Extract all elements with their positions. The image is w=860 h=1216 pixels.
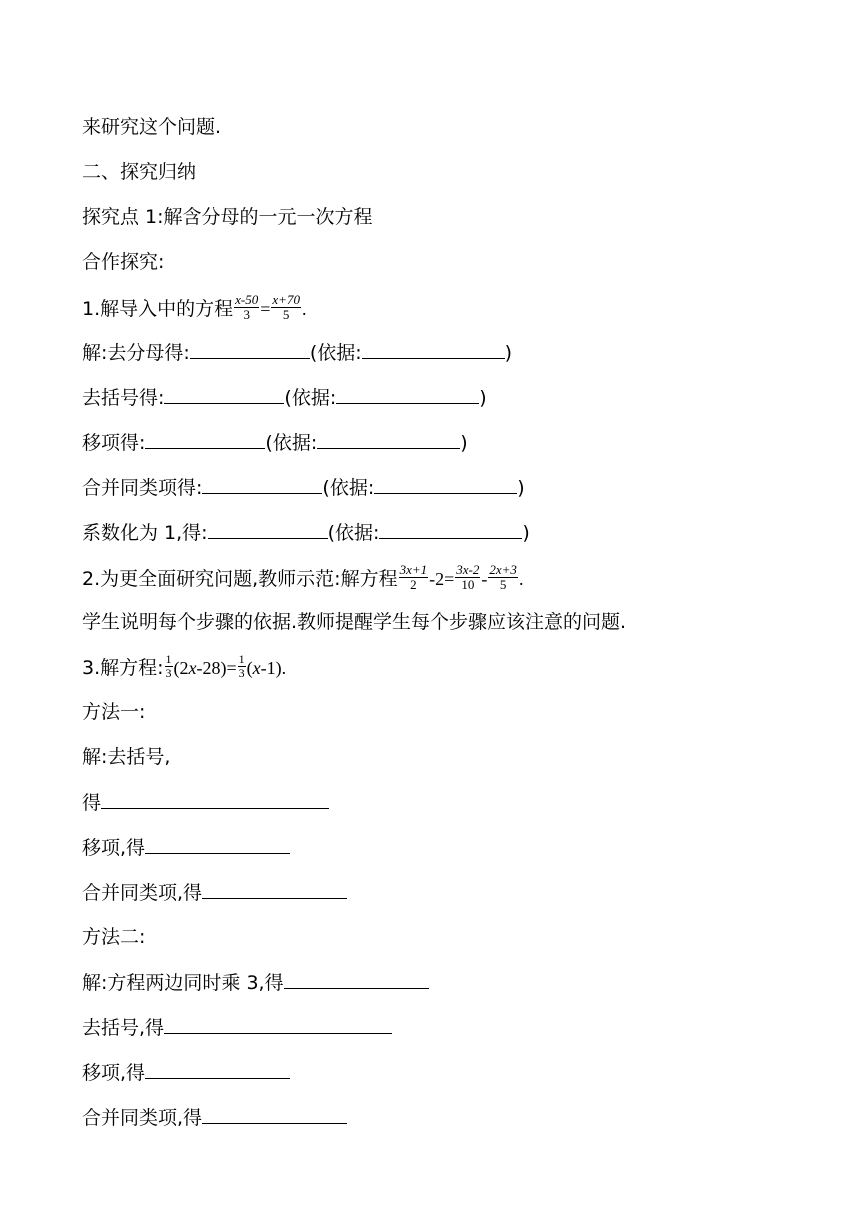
basis-close: ) <box>517 477 525 499</box>
step-label: 去括号,得 <box>82 1017 165 1039</box>
basis-open: (依据: <box>265 432 318 454</box>
answer-blank[interactable] <box>208 520 328 539</box>
step-line <box>82 880 347 905</box>
math-variable: x <box>252 658 261 678</box>
period: . <box>518 569 524 589</box>
fraction-denominator: 10 <box>461 577 475 592</box>
fraction-numerator: 3x-2 <box>456 562 480 577</box>
fraction <box>165 653 173 680</box>
step-label: 合并同类项得: <box>82 477 203 499</box>
answer-blank[interactable] <box>202 475 322 494</box>
step-label: 移项,得 <box>82 1062 146 1084</box>
text-line: 学生说明每个步骤的依据.教师提醒学生每个步骤应该注意的问题. <box>82 611 627 633</box>
answer-blank[interactable] <box>164 1015 392 1034</box>
period: . <box>301 299 307 319</box>
step-line <box>82 475 525 500</box>
fraction-denominator: 5 <box>499 577 507 592</box>
minus-sign: - <box>481 569 488 589</box>
basis-close: ) <box>479 387 487 409</box>
question-1 <box>82 292 307 324</box>
question-3-prefix: 3.解方程: <box>82 657 164 679</box>
answer-blank[interactable] <box>145 835 290 854</box>
step-line <box>82 835 290 860</box>
fraction-numerator: 1 <box>165 652 172 666</box>
answer-blank[interactable] <box>101 790 329 809</box>
step-line <box>82 520 530 545</box>
basis-blank[interactable] <box>336 385 479 404</box>
fraction-denominator: 3 <box>165 666 172 680</box>
topic-heading: 探究点 1:解含分母的一元一次方程 <box>82 206 373 228</box>
step-label: 系数化为 1,得: <box>82 522 208 544</box>
fraction-denominator: 3 <box>238 666 245 680</box>
fraction-denominator: 2 <box>410 577 417 592</box>
fraction <box>234 293 259 322</box>
basis-blank[interactable] <box>317 430 460 449</box>
basis-open: (依据: <box>327 522 380 544</box>
fraction-numerator: x-50 <box>235 292 259 307</box>
fraction <box>399 563 429 592</box>
math-variable: x <box>188 658 197 678</box>
method-1-title: 方法一: <box>82 701 146 723</box>
question-2-prefix: 2.为更全面研究问题,教师示范:解方程 <box>82 568 398 590</box>
fraction-numerator: 2x+3 <box>489 562 517 577</box>
fraction-denominator: 5 <box>282 307 290 322</box>
fraction-numerator: 3x+1 <box>399 562 428 577</box>
math-text: ( <box>246 658 253 678</box>
step-line <box>82 970 429 995</box>
answer-blank[interactable] <box>202 880 347 899</box>
question-2 <box>82 562 524 594</box>
text-line: 来研究这个问题. <box>82 116 222 138</box>
text-line: 解:去括号, <box>82 746 171 768</box>
answer-blank[interactable] <box>145 1060 290 1079</box>
method-2-title: 方法二: <box>82 926 146 948</box>
step-label: 合并同类项,得 <box>82 1107 203 1129</box>
step-label: 解:去分母得: <box>82 342 190 364</box>
step-line <box>82 385 487 410</box>
step-line <box>82 430 468 455</box>
step-line <box>82 1015 392 1040</box>
fraction-denominator: 3 <box>243 307 250 322</box>
question-1-prefix: 1.解导入中的方程 <box>82 298 234 320</box>
step-label: 移项,得 <box>82 837 146 859</box>
answer-blank[interactable] <box>164 385 284 404</box>
basis-open: (依据: <box>322 477 375 499</box>
basis-close: ) <box>504 342 513 364</box>
basis-close: ) <box>460 432 468 454</box>
fraction-numerator: x+70 <box>272 292 300 307</box>
equals-sign: = <box>260 299 271 319</box>
answer-blank[interactable] <box>145 430 265 449</box>
basis-blank[interactable] <box>374 475 517 494</box>
basis-close: ) <box>522 522 530 544</box>
math-text: -1). <box>260 658 287 678</box>
basis-blank[interactable] <box>362 340 505 359</box>
basis-open: (依据: <box>309 342 362 364</box>
answer-blank[interactable] <box>202 1105 347 1124</box>
answer-blank[interactable] <box>284 970 429 989</box>
step-label: 合并同类项,得 <box>82 882 203 904</box>
math-text: (2 <box>173 658 189 678</box>
step-label: 得 <box>82 792 102 814</box>
step-line <box>82 340 512 365</box>
math-text: -28)= <box>196 658 237 678</box>
fraction-numerator: 1 <box>238 652 245 666</box>
fraction <box>488 563 518 592</box>
fraction <box>455 563 480 592</box>
step-line <box>82 790 329 815</box>
basis-blank[interactable] <box>379 520 522 539</box>
step-label: 移项得: <box>82 432 146 454</box>
math-text: -2= <box>429 569 455 589</box>
text-line: 合作探究: <box>82 251 165 273</box>
step-line <box>82 1060 290 1085</box>
fraction <box>271 293 301 322</box>
step-label: 去括号得: <box>82 387 165 409</box>
question-3 <box>82 652 287 682</box>
step-line <box>82 1105 347 1130</box>
section-heading: 二、探究归纳 <box>82 161 197 183</box>
step-label: 解:方程两边同时乘 3,得 <box>82 972 284 994</box>
answer-blank[interactable] <box>190 340 310 359</box>
fraction <box>238 653 246 680</box>
basis-open: (依据: <box>284 387 337 409</box>
